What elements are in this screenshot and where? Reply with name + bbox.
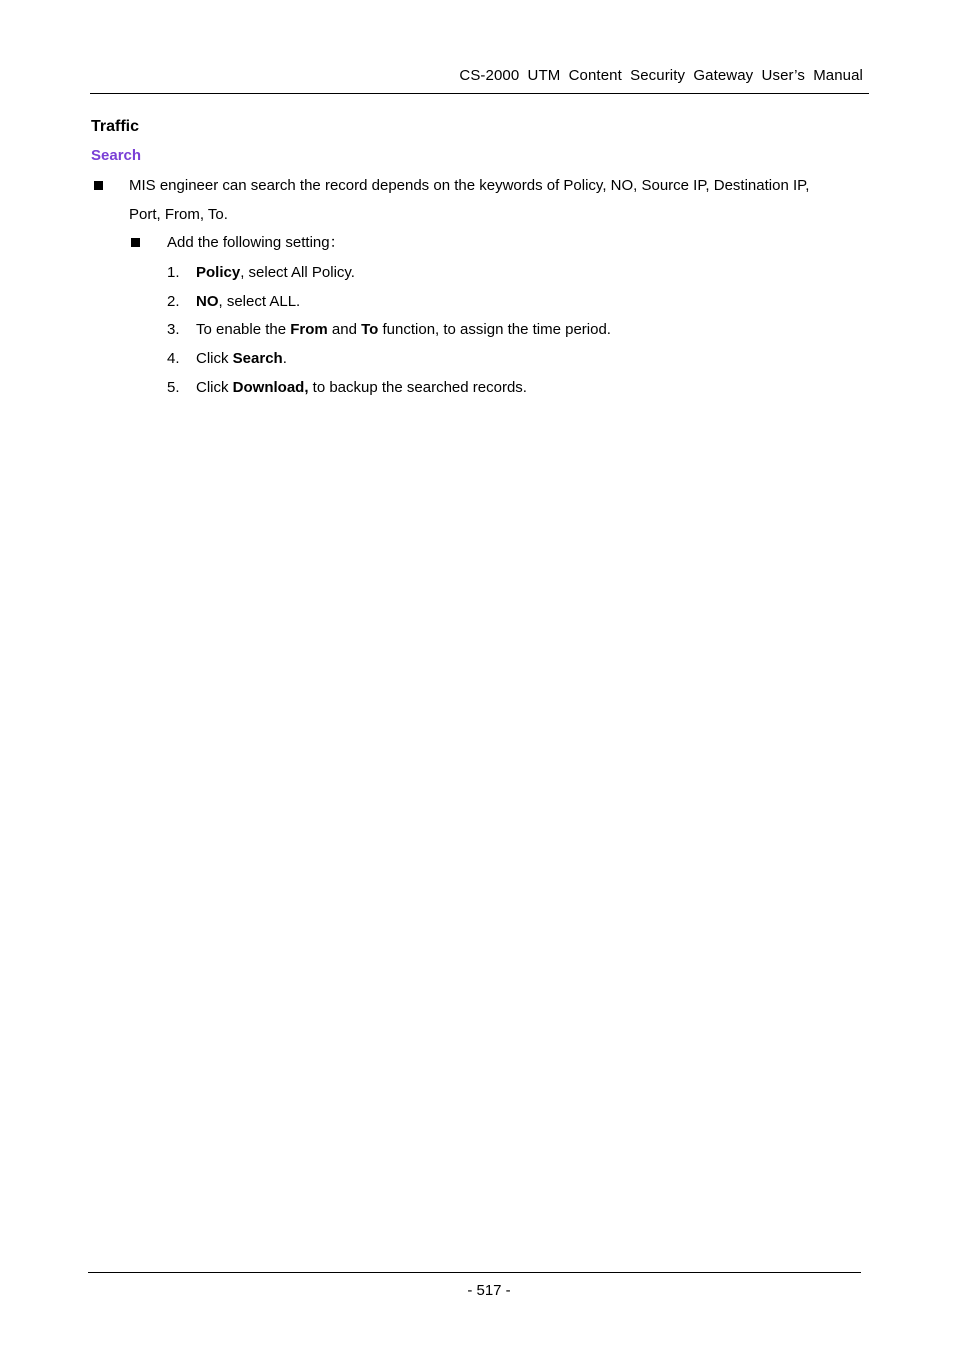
step-bold: To: [361, 321, 379, 338]
step-plain: to backup the searched records.: [308, 379, 527, 396]
step-bold: NO: [196, 293, 219, 310]
step-number: 5.: [167, 379, 180, 396]
square-bullet-icon: [131, 238, 140, 247]
step-text: [196, 320, 611, 340]
bullet-text-line: MIS engineer can search the record depends on the keywords of Policy, NO, Source IP, Destination IP,: [129, 177, 810, 194]
header-title: CS-2000 UTM Content Security Gateway User’s Manual: [459, 67, 863, 84]
step-plain: , select ALL.: [218, 293, 301, 310]
sub-bullet-text: Add the following setting：: [167, 234, 345, 251]
square-bullet-icon: [94, 181, 103, 190]
step-plain: .: [282, 350, 287, 367]
step-plain: function, to assign the time period.: [378, 321, 611, 338]
step-plain: and: [327, 321, 362, 338]
step-bold: From: [290, 321, 328, 338]
step-plain: Click: [196, 379, 233, 396]
step-number: 3.: [167, 321, 180, 338]
section-title: Traffic: [91, 118, 140, 135]
step-bold: Policy: [196, 264, 241, 281]
step-text: [196, 349, 287, 369]
step-plain: Click: [196, 350, 233, 367]
bullet-text-line: Port, From, To.: [129, 206, 228, 223]
footer-rule: [88, 1272, 861, 1273]
step-text: [196, 378, 527, 398]
step-bold: Download,: [232, 379, 309, 396]
step-plain: , select All Policy.: [240, 264, 355, 281]
step-number: 2.: [167, 293, 180, 310]
page-number: - 517 -: [467, 1282, 511, 1299]
subsection-title: Search: [91, 147, 142, 164]
step-text: [196, 263, 355, 283]
header-rule: [90, 93, 869, 94]
step-number: 1.: [167, 264, 180, 281]
step-bold: Search: [232, 350, 283, 367]
step-text: [196, 292, 300, 312]
step-plain: To enable the: [196, 321, 291, 338]
step-number: 4.: [167, 350, 180, 367]
